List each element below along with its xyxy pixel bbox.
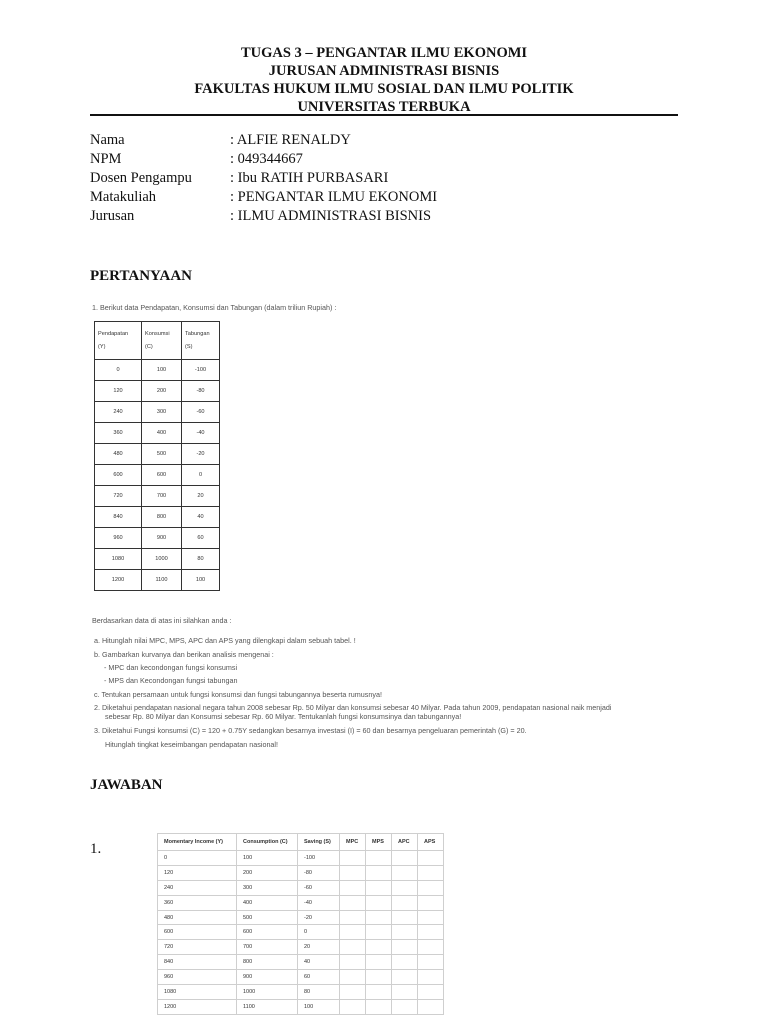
table-row (95, 402, 220, 423)
info-row-npm (90, 150, 437, 169)
table-cell (392, 999, 418, 1014)
table-cell: 200 (142, 381, 182, 402)
question-item: Hitunglah tingkat keseimbangan pendapatan nasional! (105, 740, 279, 749)
jawaban-heading: JAWABAN (90, 777, 163, 793)
table-cell: 0 (95, 360, 142, 381)
header-department: JURUSAN ADMINISTRASI BISNIS (268, 63, 500, 79)
table-cell: 40 (298, 955, 340, 970)
table-cell: 1080 (158, 985, 237, 1000)
table-row (95, 465, 220, 486)
table-cell (340, 895, 366, 910)
table-cell: 100 (237, 851, 298, 866)
table-cell: 500 (142, 444, 182, 465)
table-cell: 700 (142, 486, 182, 507)
table-cell (418, 880, 444, 895)
table-cell (366, 865, 392, 880)
table-row (95, 549, 220, 570)
question-item: 3. Diketahui Fungsi konsumsi (C) = 120 + 0.75Y sedangkan besarnya investasi (I) = 60 dan besarnya pengeluaran pemerintah (G) = 20. (94, 726, 527, 735)
table-cell: 600 (142, 465, 182, 486)
table-cell: 400 (142, 423, 182, 444)
table-cell: 1100 (142, 570, 182, 591)
table-cell: 0 (158, 851, 237, 866)
table-cell: 20 (182, 486, 220, 507)
header-divider (90, 114, 678, 116)
table-cell: -60 (298, 880, 340, 895)
question-data-table (94, 321, 220, 591)
table-cell: 700 (237, 940, 298, 955)
table-cell (392, 970, 418, 985)
table-cell: 100 (298, 999, 340, 1014)
table-cell: 40 (182, 507, 220, 528)
table-cell: 840 (158, 955, 237, 970)
table-cell: 100 (142, 360, 182, 381)
table-row (158, 970, 444, 985)
table-cell (340, 851, 366, 866)
question-item: - MPS dan Kecondongan fungsi tabungan (104, 676, 238, 685)
table-cell (418, 955, 444, 970)
table-cell (392, 940, 418, 955)
table-row (158, 865, 444, 880)
info-row-jurusan (90, 207, 437, 226)
table-cell (366, 910, 392, 925)
table-cell: 300 (142, 402, 182, 423)
table-header-cell: Tabungan (S) (182, 322, 220, 360)
table-cell: -100 (298, 851, 340, 866)
table-cell: -80 (298, 865, 340, 880)
table-header-cell: APS (418, 834, 444, 851)
table-row (158, 910, 444, 925)
table-row (95, 444, 220, 465)
info-row-matakuliah (90, 188, 437, 207)
table-cell: 300 (237, 880, 298, 895)
table-row (158, 925, 444, 940)
table-cell: -20 (298, 910, 340, 925)
table-cell (366, 955, 392, 970)
table-cell: 240 (158, 880, 237, 895)
table-cell: 60 (298, 970, 340, 985)
info-label: Matakuliah (90, 189, 157, 205)
table-cell: 20 (298, 940, 340, 955)
table-row (158, 985, 444, 1000)
table-cell (392, 985, 418, 1000)
table-cell (418, 925, 444, 940)
table-row (95, 570, 220, 591)
info-label: Nama (90, 132, 125, 148)
table-cell: -100 (182, 360, 220, 381)
table-cell: -20 (182, 444, 220, 465)
table-cell (366, 880, 392, 895)
table-cell (340, 985, 366, 1000)
question-item: c. Tentukan persamaan untuk fungsi konsumsi dan fungsi tabungannya beserta rumusnya! (94, 690, 382, 699)
table-cell: 80 (298, 985, 340, 1000)
table-header-cell: MPS (366, 834, 392, 851)
table-cell: 360 (158, 895, 237, 910)
table-cell (392, 925, 418, 940)
header-faculty: FAKULTAS HUKUM ILMU SOSIAL DAN ILMU POLITIK (194, 81, 574, 97)
question-item: 2. Diketahui pendapatan nasional negara tahun 2008 sebesar Rp. 50 Milyar dan konsumsi sebesar 40 Milyar. Pada tahun 2009, pendapatan nasional naik menjadi (94, 703, 612, 712)
header-university: UNIVERSITAS TERBUKA (297, 99, 471, 115)
table-cell: 900 (237, 970, 298, 985)
table-cell (340, 970, 366, 985)
table-cell (366, 851, 392, 866)
table-cell: 1200 (158, 999, 237, 1014)
table-cell: 500 (237, 910, 298, 925)
table-cell (366, 985, 392, 1000)
question-item: sebesar Rp. 80 Milyar dan Konsumsi sebesar Rp. 60 Milyar. Tentukanlah fungsi konsumsinya dan tabungannya! (105, 712, 462, 721)
table-header-cell: APC (392, 834, 418, 851)
table-cell: 1080 (95, 549, 142, 570)
table-cell (340, 925, 366, 940)
info-label: NPM (90, 151, 122, 167)
table-cell (392, 895, 418, 910)
table-cell: 120 (95, 381, 142, 402)
table-cell (392, 851, 418, 866)
header-title: TUGAS 3 – PENGANTAR ILMU EKONOMI (240, 45, 528, 61)
student-info (90, 131, 437, 226)
table-cell: -40 (298, 895, 340, 910)
table-cell: -60 (182, 402, 220, 423)
table-cell (392, 910, 418, 925)
table-cell: 80 (182, 549, 220, 570)
table-cell: 900 (142, 528, 182, 549)
table-cell: -80 (182, 381, 220, 402)
table-cell: 600 (237, 925, 298, 940)
table-header-cell: MPC (340, 834, 366, 851)
table-row (158, 851, 444, 866)
table-cell: -40 (182, 423, 220, 444)
table-cell: 1100 (237, 999, 298, 1014)
table-cell: 840 (95, 507, 142, 528)
info-label: Dosen Pengampu (90, 170, 192, 186)
table-row (158, 999, 444, 1014)
table-cell (340, 940, 366, 955)
info-value: : 049344667 (230, 151, 303, 167)
table-cell (418, 865, 444, 880)
table-cell: 0 (298, 925, 340, 940)
answer-table (157, 833, 444, 1015)
table-cell (340, 880, 366, 895)
question-1-intro: 1. Berikut data Pendapatan, Konsumsi dan Tabungan (dalam triliun Rupiah) : (92, 303, 337, 312)
table-cell: 960 (95, 528, 142, 549)
table-header-cell: Konsumsi (C) (142, 322, 182, 360)
table-cell: 400 (237, 895, 298, 910)
table-row (158, 895, 444, 910)
info-label: Jurusan (90, 208, 135, 224)
question-item: a. Hitunglah nilai MPC, MPS, APC dan APS yang dilengkapi dalam sebuah tabel. ! (94, 636, 356, 645)
table-cell (366, 999, 392, 1014)
table-cell: 800 (237, 955, 298, 970)
table-cell (418, 940, 444, 955)
table-cell: 800 (142, 507, 182, 528)
table-row (95, 423, 220, 444)
table-header-row (95, 322, 220, 360)
table-cell (418, 970, 444, 985)
table-cell (366, 940, 392, 955)
table-cell (418, 999, 444, 1014)
info-row-nama (90, 131, 437, 150)
question-instructions: Berdasarkan data di atas ini silahkan anda : (92, 616, 232, 625)
table-header-cell: Consumption (C) (237, 834, 298, 851)
info-value: : ILMU ADMINISTRASI BISNIS (230, 208, 432, 224)
table-row (95, 507, 220, 528)
table-cell: 100 (182, 570, 220, 591)
table-row (158, 880, 444, 895)
table-cell (392, 865, 418, 880)
table-cell: 720 (158, 940, 237, 955)
table-cell: 600 (95, 465, 142, 486)
table-cell: 1000 (142, 549, 182, 570)
table-cell: 1000 (237, 985, 298, 1000)
table-cell: 1200 (95, 570, 142, 591)
table-cell (418, 851, 444, 866)
table-cell: 480 (158, 910, 237, 925)
table-cell (392, 880, 418, 895)
table-row (95, 486, 220, 507)
table-cell: 60 (182, 528, 220, 549)
table-cell (366, 925, 392, 940)
table-cell (418, 895, 444, 910)
table-header-cell: Saving (S) (298, 834, 340, 851)
table-header-row (158, 834, 444, 851)
table-cell: 960 (158, 970, 237, 985)
pertanyaan-heading: PERTANYAAN (90, 268, 192, 284)
table-cell (366, 895, 392, 910)
info-value: : PENGANTAR ILMU EKONOMI (230, 189, 438, 205)
table-cell (366, 970, 392, 985)
table-cell (340, 910, 366, 925)
table-row (95, 381, 220, 402)
table-cell: 480 (95, 444, 142, 465)
question-item: b. Gambarkan kurvanya dan berikan analisis mengenai : (94, 650, 274, 659)
question-item: - MPC dan kecondongan fungsi konsumsi (104, 663, 238, 672)
table-cell (392, 955, 418, 970)
table-cell (340, 955, 366, 970)
info-value: : Ibu RATIH PURBASARI (230, 170, 389, 186)
info-value: : ALFIE RENALDY (230, 132, 351, 148)
table-cell (340, 865, 366, 880)
table-cell (340, 999, 366, 1014)
table-cell (418, 910, 444, 925)
table-row (158, 955, 444, 970)
table-cell: 0 (182, 465, 220, 486)
table-cell (418, 985, 444, 1000)
info-row-dosen (90, 169, 437, 188)
table-row (95, 528, 220, 549)
table-cell: 120 (158, 865, 237, 880)
table-row (95, 360, 220, 381)
table-cell: 240 (95, 402, 142, 423)
answer-number: 1. (90, 841, 102, 857)
document-header (0, 44, 768, 116)
table-cell: 200 (237, 865, 298, 880)
table-cell: 360 (95, 423, 142, 444)
table-cell: 600 (158, 925, 237, 940)
table-header-cell: Pendapatan (Y) (95, 322, 142, 360)
table-cell: 720 (95, 486, 142, 507)
table-row (158, 940, 444, 955)
table-header-cell: Momentary Income (Y) (158, 834, 237, 851)
